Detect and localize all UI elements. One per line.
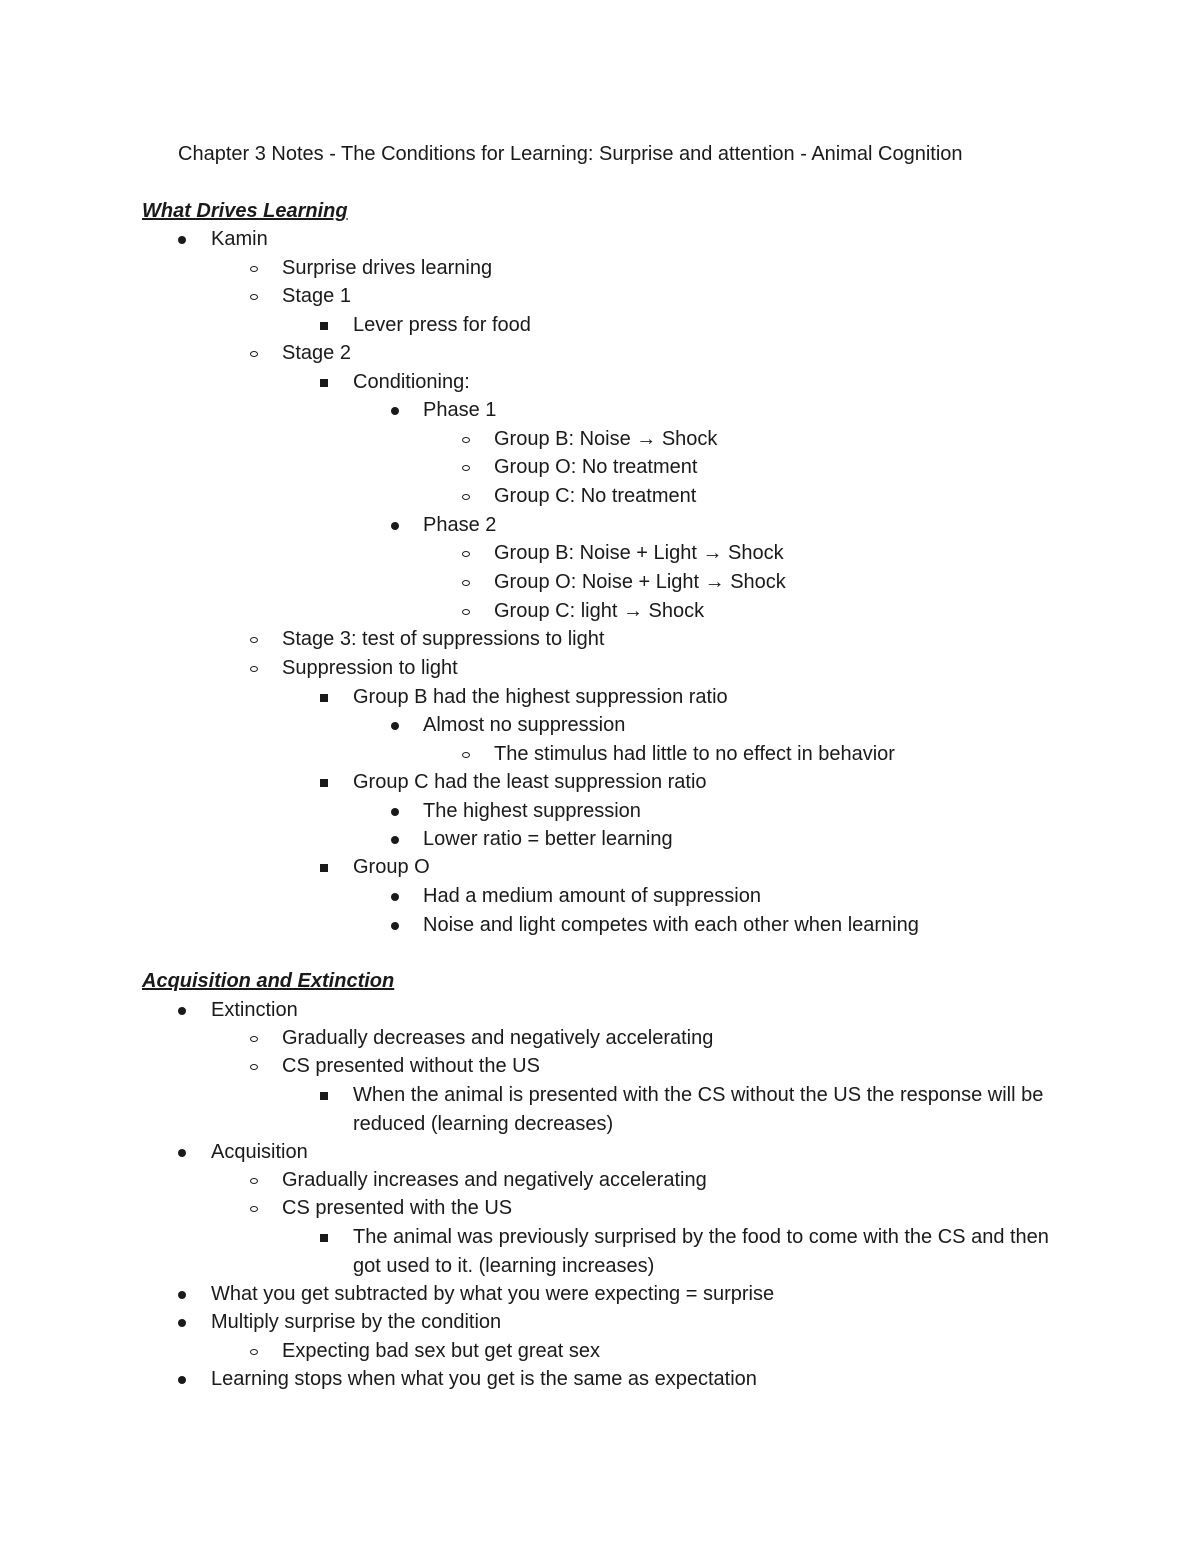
disc-bullet-icon (391, 893, 399, 901)
disc-bullet-icon (391, 808, 399, 816)
circle-bullet-icon (250, 637, 258, 643)
circle-bullet-icon (462, 437, 470, 443)
circle-bullet-icon (250, 1036, 258, 1042)
disc-bullet-icon (178, 236, 186, 244)
disc-bullet-icon (391, 922, 399, 930)
disc-bullet-icon (178, 1291, 186, 1299)
circle-bullet-icon (462, 494, 470, 500)
section-heading-what-drives-learning: What Drives Learning (142, 200, 348, 222)
circle-bullet-icon (250, 1178, 258, 1184)
square-bullet-icon (320, 694, 328, 702)
circle-bullet-icon (250, 1349, 258, 1355)
square-bullet-icon (320, 1234, 328, 1242)
square-bullet-icon (320, 864, 328, 872)
square-bullet-icon (320, 379, 328, 387)
section-heading-acquisition-and-extinction: Acquisition and Extinction (142, 970, 395, 992)
disc-bullet-icon (391, 836, 399, 844)
square-bullet-icon (320, 779, 328, 787)
square-bullet-icon (320, 1092, 328, 1100)
disc-bullet-icon (391, 722, 399, 730)
document-title: Chapter 3 Notes - The Conditions for Learning: Surprise and attention - Animal Cognition (178, 143, 963, 165)
circle-bullet-icon (462, 580, 470, 586)
disc-bullet-icon (178, 1149, 186, 1157)
disc-bullet-icon (391, 407, 399, 415)
disc-bullet-icon (178, 1007, 186, 1015)
circle-bullet-icon (250, 266, 258, 272)
circle-bullet-icon (250, 1206, 258, 1212)
disc-bullet-icon (178, 1319, 186, 1327)
circle-bullet-icon (250, 666, 258, 672)
circle-bullet-icon (462, 752, 470, 758)
circle-bullet-icon (462, 609, 470, 615)
circle-bullet-icon (250, 1064, 258, 1070)
disc-bullet-icon (178, 1376, 186, 1384)
circle-bullet-icon (462, 551, 470, 557)
circle-bullet-icon (250, 351, 258, 357)
circle-bullet-icon (462, 465, 470, 471)
document-page: Chapter 3 Notes - The Conditions for Learning: Surprise and attention - Animal Cognition What Drives Learning Kamin Surprise drives learning Stage 1 Lever press for food Stage 2 Conditioning: Phase 1 Group B: Noise → Shock Group O: No treatment Group C: No treatment Phase 2 Group B: Noise + Light → Shock Group O: Noise + Light → Shock Group C: light → Shock Stage 3: test of suppressions to light Suppression to light Group B had the highest suppression ratio Almost no suppression The stimulus had little to no effect in behavior Group C had the least suppression ratio The highest suppression Lower ratio = better learning Group O Had a medium amount of suppression Noise and light competes with each other when learning Acquisition and Extinction Extinction Gradually decreases and negatively accelerating CS presented without the US When the animal is presented with the CS without the US the response will be reduced (learning decreases) Acquisition Gradually increases and negatively accelerating CS presented with the US The animal was previously surprised by the food to come with the CS and then got used to it. (learning increases) What you get subtracted by what you were expecting = surprise Multiply surprise by the condition Expecting bad sex but get great sex Learning stops when what you get is the same as expectation (0, 0, 1200, 1553)
square-bullet-icon (320, 322, 328, 330)
disc-bullet-icon (391, 522, 399, 530)
circle-bullet-icon (250, 294, 258, 300)
